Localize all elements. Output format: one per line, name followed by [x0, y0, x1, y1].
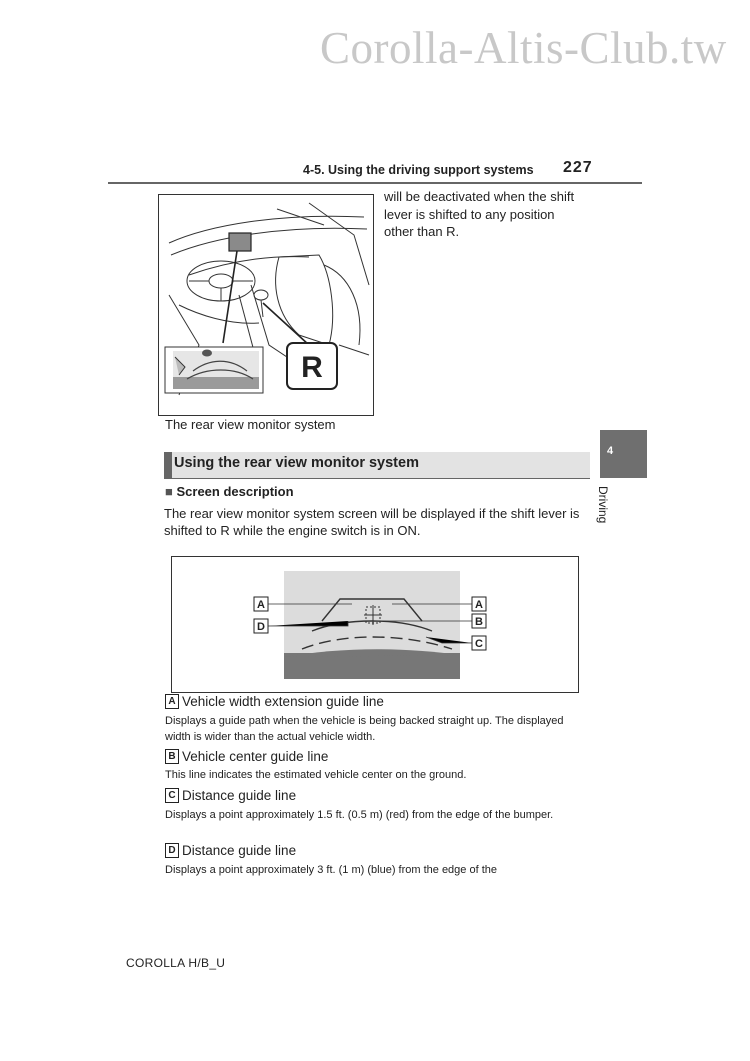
item-b-heading: [165, 749, 328, 764]
item-b-label: B: [165, 749, 179, 764]
item-b-title: Vehicle center guide line: [182, 749, 329, 764]
chapter-tab-number: 4: [606, 445, 614, 457]
item-d-label: D: [165, 843, 179, 858]
item-c-title: Distance guide line: [182, 788, 297, 803]
callout-a-left: A: [257, 599, 265, 611]
shift-position-label: R: [301, 351, 323, 384]
monitor-screen-figure: [171, 556, 579, 693]
footer-model-code: COROLLA H/B_U: [126, 956, 226, 970]
section-rule: [164, 478, 590, 479]
callout-d: D: [257, 621, 265, 633]
subheading-marker: ■: [165, 484, 173, 499]
guide-line-diagram: [172, 557, 578, 692]
item-c-description: Displays a point approximately 1.5 ft. (0.5 m) (red) from the edge of the bumper.: [165, 809, 554, 821]
section-paragraph: The rear view monitor system screen will be displayed if the shift lever is shifted to R while the engine switch is in ON.: [164, 506, 580, 538]
item-b-description: This line indicates the estimated vehicle center on the ground.: [165, 769, 467, 781]
header-rule: [108, 182, 642, 184]
watermark: Corolla-Altis-Club.tw: [320, 23, 727, 73]
header-section-title: 4-5. Using the driving support systems: [303, 163, 534, 177]
callout-b: B: [475, 616, 483, 628]
item-d-heading: [165, 843, 296, 858]
item-c-heading: [165, 788, 296, 803]
item-a-description: Displays a guide path when the vehicle is being backed straight up. The displayed width is wider than the actual vehicle width.: [165, 715, 564, 743]
continued-paragraph: will be deactivated when the shift lever is shifted to any position other than R.: [384, 189, 575, 239]
cabin-illustration: [159, 195, 373, 415]
item-d-title: Distance guide line: [182, 843, 297, 858]
chapter-tab-label: Driving: [596, 486, 610, 524]
callout-c: C: [475, 638, 483, 650]
section-title: Using the rear view monitor system: [174, 455, 419, 471]
callout-a-right: A: [475, 599, 483, 611]
cabin-illustration-figure: [158, 194, 374, 416]
item-c-label: C: [165, 788, 179, 803]
subheading-text: Screen description: [176, 484, 294, 499]
item-d-description: Displays a point approximately 3 ft. (1 m) (blue) from the edge of the: [165, 864, 497, 876]
figure1-caption: The rear view monitor system: [165, 417, 336, 432]
subheading: [165, 484, 294, 499]
item-a-label: A: [165, 694, 179, 709]
item-a-title: Vehicle width extension guide line: [182, 694, 384, 709]
bumper-area: [284, 653, 460, 679]
item-a-heading: [165, 694, 384, 709]
page-number: 227: [563, 159, 593, 176]
